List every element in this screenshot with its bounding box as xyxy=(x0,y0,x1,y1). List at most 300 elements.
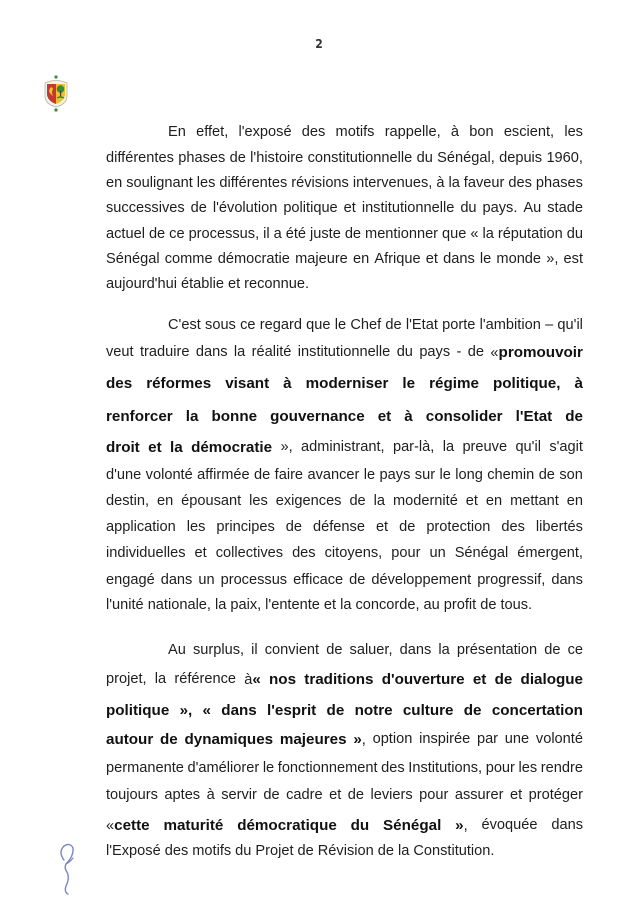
word: révisions xyxy=(291,175,349,191)
word: une xyxy=(504,731,530,747)
word: du xyxy=(350,817,370,834)
word: la xyxy=(233,344,246,360)
word: la xyxy=(442,439,455,455)
text-line xyxy=(106,572,583,588)
word: à xyxy=(283,375,292,392)
word: stade xyxy=(547,200,583,216)
word: l'Exposé xyxy=(106,843,161,859)
text-line xyxy=(106,493,583,509)
word: majeure xyxy=(295,251,348,267)
word: la xyxy=(448,175,460,191)
word: de xyxy=(254,467,271,483)
text-line xyxy=(106,467,583,483)
word: de xyxy=(190,200,207,216)
word: que xyxy=(306,317,331,333)
word: la xyxy=(482,226,494,242)
text-line xyxy=(106,251,583,267)
word: et xyxy=(329,787,342,803)
word: de xyxy=(229,150,246,166)
word: inspirée xyxy=(419,731,471,747)
word: ce xyxy=(567,642,583,658)
word: de xyxy=(377,843,394,859)
word: paix, xyxy=(230,597,262,613)
text-line xyxy=(106,344,583,361)
word: dans xyxy=(443,251,475,267)
word: et xyxy=(323,597,337,613)
word: juste xyxy=(310,226,341,242)
word: les xyxy=(249,493,268,509)
word: porte xyxy=(442,317,476,333)
word: et xyxy=(377,408,392,425)
text-line xyxy=(106,276,583,292)
word: processus xyxy=(220,572,288,588)
word: le xyxy=(334,317,347,333)
word: surplus, xyxy=(192,642,245,658)
word: principes xyxy=(216,519,275,535)
word: de xyxy=(538,467,555,483)
word: il xyxy=(263,226,270,242)
word: consolider xyxy=(425,408,503,425)
text-line xyxy=(106,817,583,834)
word: «cette xyxy=(106,817,150,834)
text-line xyxy=(106,317,583,333)
word: regard xyxy=(259,317,302,333)
word: dynamiques xyxy=(184,731,274,748)
word: notre xyxy=(354,702,393,719)
word: et xyxy=(472,671,487,688)
word: bon xyxy=(469,124,494,140)
word: », xyxy=(546,251,559,267)
word: convient xyxy=(264,642,320,658)
word: de xyxy=(148,226,166,242)
word: aptes xyxy=(164,787,201,803)
word: la xyxy=(340,597,352,613)
word: chemin xyxy=(487,467,535,483)
word: des xyxy=(381,760,405,776)
word: », xyxy=(455,817,468,834)
word: en xyxy=(352,251,370,267)
word: que xyxy=(442,226,467,242)
word: démocratique xyxy=(237,817,337,834)
word: Au xyxy=(168,642,186,658)
word: du xyxy=(396,344,413,360)
word: Afrique xyxy=(374,251,421,267)
word: du xyxy=(416,150,433,166)
word: à xyxy=(450,124,460,140)
word: avancer xyxy=(307,467,360,483)
word: majeures xyxy=(279,731,347,748)
word: fonctionnement xyxy=(277,760,378,776)
word: du xyxy=(566,226,583,242)
word: pour xyxy=(485,760,515,776)
word: Projet xyxy=(255,843,294,859)
word: « xyxy=(470,226,479,242)
word: la xyxy=(397,843,410,859)
word: gouvernance xyxy=(270,408,365,425)
word: institutionnelle xyxy=(297,344,391,360)
word: en xyxy=(485,493,503,509)
word: toujours xyxy=(106,787,158,803)
word: nationale, xyxy=(147,597,211,613)
word: permanente xyxy=(106,760,184,776)
word: d'améliorer xyxy=(187,760,260,776)
word: phases xyxy=(535,175,583,191)
word: de xyxy=(344,226,362,242)
word: sur xyxy=(414,467,436,483)
text-line xyxy=(106,671,583,688)
word: différentes xyxy=(219,175,288,191)
word: individuelles xyxy=(106,545,186,561)
word: dans xyxy=(160,572,193,588)
coat-of-arms-icon xyxy=(42,74,70,112)
word: pour xyxy=(419,787,449,803)
word: de xyxy=(467,344,485,360)
word: maturité xyxy=(163,817,224,834)
word: par xyxy=(476,731,499,747)
word: la xyxy=(170,439,183,456)
word: régime xyxy=(429,375,479,392)
word: de xyxy=(347,787,364,803)
word: En xyxy=(168,124,186,140)
word: est xyxy=(563,251,583,267)
word: démocratie xyxy=(191,439,273,456)
word: épousant xyxy=(181,493,242,509)
word: droit xyxy=(106,439,140,456)
word: les xyxy=(564,124,583,140)
word: pays. xyxy=(482,200,518,216)
text-line xyxy=(106,702,583,719)
word: dans xyxy=(195,344,228,360)
word: long xyxy=(455,467,483,483)
word: projet, xyxy=(106,671,147,687)
word: motifs xyxy=(335,124,375,140)
word: «promouvoir xyxy=(490,344,583,361)
word: volonté xyxy=(535,731,583,747)
word: nos xyxy=(269,671,297,688)
word: tous. xyxy=(500,597,533,613)
word: en xyxy=(156,493,174,509)
word: 1960, xyxy=(546,150,583,166)
text-line xyxy=(106,200,583,216)
word: les xyxy=(518,760,538,776)
word: de xyxy=(494,671,513,688)
word: Sénégal xyxy=(454,545,509,561)
word: développement xyxy=(371,572,472,588)
word: de xyxy=(565,408,583,425)
word: soulignant xyxy=(126,175,193,191)
text-line xyxy=(106,408,583,425)
word: le xyxy=(363,467,376,483)
word: des xyxy=(164,843,189,859)
word: son xyxy=(559,467,583,483)
word: exigences xyxy=(275,493,342,509)
word: profit xyxy=(443,597,477,613)
word: et xyxy=(194,545,207,561)
word: bonne xyxy=(211,408,258,425)
word: pays xyxy=(419,344,451,360)
word: émergent, xyxy=(517,545,583,561)
word: servir xyxy=(221,787,257,803)
word: l'entente xyxy=(265,597,320,613)
word: l'histoire xyxy=(250,150,304,166)
word: depuis xyxy=(499,150,543,166)
word: Sénégal xyxy=(106,251,160,267)
word: la xyxy=(185,408,199,425)
word: institutionnelle xyxy=(361,200,455,216)
word: Institutions, xyxy=(408,760,483,776)
word: effet, xyxy=(196,124,229,140)
word: engagé xyxy=(106,572,155,588)
word: et xyxy=(425,251,438,267)
word: l'unité xyxy=(106,597,144,613)
word: collectives xyxy=(215,545,284,561)
word: traduire xyxy=(139,344,190,360)
word: moderniser xyxy=(305,375,389,392)
word: assurer xyxy=(454,787,504,803)
word: dans xyxy=(551,817,583,833)
word: les xyxy=(196,175,216,191)
word: référence xyxy=(174,671,237,687)
handwritten-initial-icon xyxy=(54,838,84,898)
word: de xyxy=(285,519,303,535)
word: il xyxy=(251,642,258,658)
word: réformes xyxy=(146,375,212,392)
word: d'ouverture xyxy=(381,671,465,688)
word: de xyxy=(385,317,402,333)
word: et xyxy=(465,493,478,509)
word: comme xyxy=(164,251,213,267)
text-line xyxy=(106,226,583,242)
word: dialogue xyxy=(520,671,583,688)
text-line xyxy=(106,760,583,776)
word: destin, xyxy=(106,493,149,509)
word: traditions xyxy=(304,671,374,688)
word: efficace xyxy=(293,572,344,588)
word: politique, xyxy=(492,375,561,392)
word: été xyxy=(285,226,307,242)
word: et xyxy=(148,439,162,456)
word: de xyxy=(326,642,343,658)
word: dans xyxy=(221,702,257,719)
word: saluer, xyxy=(349,642,393,658)
word: et xyxy=(227,276,241,292)
word: qu'il xyxy=(557,317,583,333)
word: Sénégal xyxy=(383,817,442,834)
word: l'évolution xyxy=(212,200,278,216)
word: à xyxy=(404,408,413,425)
word: et xyxy=(509,787,523,803)
page-number: 2 xyxy=(315,37,323,51)
word: démocratie xyxy=(217,251,290,267)
word: évoquée xyxy=(481,817,538,833)
word: », xyxy=(353,731,366,748)
text-line xyxy=(106,375,583,392)
word: de xyxy=(326,702,345,719)
word: par-là, xyxy=(392,439,435,455)
word: modernité xyxy=(392,493,458,509)
word: application xyxy=(106,519,176,535)
word: la xyxy=(154,671,167,687)
word: veut xyxy=(106,344,134,360)
word: un xyxy=(429,545,446,561)
word: faire xyxy=(274,467,304,483)
word: de xyxy=(349,572,366,588)
text-line xyxy=(106,787,583,803)
word: Constitution. xyxy=(413,843,495,859)
word: sous xyxy=(205,317,236,333)
word: présentation xyxy=(456,642,538,658)
word: Révision xyxy=(317,843,374,859)
word: d'une xyxy=(106,467,142,483)
text-line xyxy=(106,597,583,613)
word: de xyxy=(349,493,366,509)
word: reconnue. xyxy=(244,276,310,292)
word: Sénégal, xyxy=(437,150,495,166)
word: a xyxy=(273,226,282,242)
word: Chef xyxy=(350,317,382,333)
word: à« xyxy=(244,671,261,688)
word: leviers xyxy=(370,787,413,803)
word: le xyxy=(262,760,275,776)
word: du xyxy=(460,200,477,216)
word: de xyxy=(463,702,482,719)
word: le xyxy=(479,251,492,267)
word: option xyxy=(372,731,413,747)
word: un xyxy=(198,572,215,588)
word: progressif, xyxy=(477,572,546,588)
word: l'ambition xyxy=(479,317,541,333)
word: l'Etat xyxy=(515,408,553,425)
word: affirmée xyxy=(197,467,250,483)
word: dans xyxy=(399,642,432,658)
word: la xyxy=(373,493,385,509)
word: de xyxy=(160,731,178,748)
word: des xyxy=(106,375,133,392)
word: C'est xyxy=(168,317,201,333)
word: de xyxy=(399,519,416,535)
word: ce xyxy=(240,317,256,333)
word: concertation xyxy=(491,702,583,719)
text-line xyxy=(106,439,583,456)
word: volonté xyxy=(145,467,193,483)
word: différentes xyxy=(106,150,174,166)
text-line xyxy=(106,175,583,191)
word: politique xyxy=(283,200,338,216)
word: aujourd'hui xyxy=(106,276,177,292)
word: autour xyxy=(106,731,154,748)
word: constitutionnelle xyxy=(307,150,413,166)
word: administrant, xyxy=(301,439,385,455)
word: mettant xyxy=(510,493,559,509)
word: visant xyxy=(225,375,270,392)
word: phases xyxy=(178,150,226,166)
word: de xyxy=(480,597,497,613)
word: réalité xyxy=(251,344,292,360)
word: escient, xyxy=(503,124,555,140)
word: l'exposé xyxy=(238,124,292,140)
word: citoyens, xyxy=(324,545,383,561)
word: « xyxy=(202,702,211,719)
word: pour xyxy=(391,545,421,561)
word: rendre xyxy=(540,760,583,776)
word: les xyxy=(186,519,206,535)
word: à xyxy=(436,175,445,191)
word: concorde, xyxy=(355,597,420,613)
word: défense xyxy=(313,519,365,535)
word: culture xyxy=(402,702,454,719)
word: établie xyxy=(180,276,224,292)
word: des xyxy=(292,545,316,561)
word: - xyxy=(456,344,462,360)
word: des xyxy=(301,124,326,140)
word: », xyxy=(179,702,193,719)
word: de xyxy=(544,642,561,658)
word: faveur xyxy=(463,175,505,191)
text-line xyxy=(106,731,583,748)
word: s'agit xyxy=(549,439,583,455)
word: le xyxy=(439,467,451,483)
text-line xyxy=(106,124,583,140)
word: actuel xyxy=(106,226,145,242)
word: processus, xyxy=(188,226,260,242)
text-line xyxy=(106,545,583,561)
word: monde xyxy=(496,251,542,267)
text-line xyxy=(106,150,583,166)
word: à xyxy=(206,787,215,803)
word: motifs xyxy=(192,843,232,859)
word: protection xyxy=(426,519,491,535)
word: mentionner xyxy=(365,226,439,242)
word: Au xyxy=(523,200,542,216)
word: l'Etat xyxy=(405,317,438,333)
word: réputation xyxy=(497,226,563,242)
word: et xyxy=(343,200,356,216)
word: protéger xyxy=(528,787,583,803)
word: le xyxy=(402,375,416,392)
word: en xyxy=(106,175,123,191)
word: », xyxy=(280,439,293,455)
text-line xyxy=(106,519,583,535)
word: l'esprit xyxy=(267,702,317,719)
word: preuve xyxy=(462,439,508,455)
word: la xyxy=(438,642,450,658)
word: qu'il xyxy=(515,439,541,455)
word: dans xyxy=(551,572,583,588)
word: cadre xyxy=(286,787,323,803)
word: et xyxy=(375,519,389,535)
word: au xyxy=(423,597,440,613)
word: des xyxy=(508,175,532,191)
word: de xyxy=(297,843,314,859)
text-line xyxy=(106,843,583,859)
word: rappelle, xyxy=(384,124,441,140)
word: successives xyxy=(106,200,185,216)
word: pays xyxy=(379,467,411,483)
word: de xyxy=(263,787,280,803)
word: ce xyxy=(169,226,185,242)
word: libertés xyxy=(535,519,583,535)
word: des xyxy=(501,519,525,535)
word: du xyxy=(235,843,252,859)
text-line xyxy=(106,642,583,658)
word: à xyxy=(574,375,583,392)
word: politique xyxy=(106,702,170,719)
word: la xyxy=(214,597,227,613)
word: en xyxy=(566,493,583,509)
word: renforcer xyxy=(106,408,173,425)
word: intervenues, xyxy=(352,175,433,191)
word: – xyxy=(545,317,554,333)
